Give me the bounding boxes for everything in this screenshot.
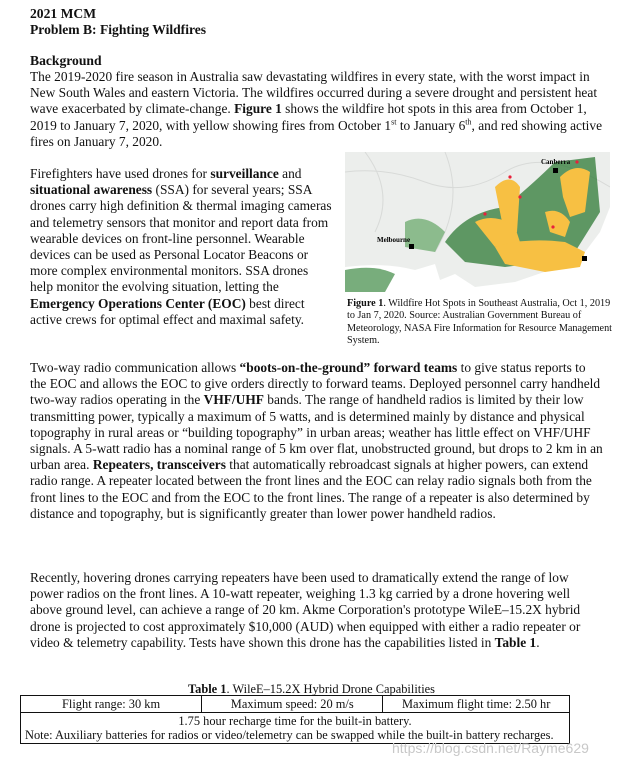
table-ref: Table 1	[494, 634, 537, 650]
capabilities-table	[20, 695, 570, 744]
watermark: https://blog.csdn.net/Rayme629	[392, 740, 589, 756]
table-cell: Maximum flight time: 2.50 hr	[383, 696, 570, 713]
table-title: Table 1. WileE–15.2X Hybrid Drone Capabilities	[188, 682, 435, 696]
table-cell-note: 1.75 hour recharge time for the built-in battery. Note: Auxiliary batteries for radios or video/telemetry can be swapped while the built-in battery recharges.	[21, 713, 570, 744]
section-heading: Background	[30, 53, 102, 68]
table-row	[21, 696, 570, 713]
paragraph-2: Firefighters have used drones for surveillance and situational awareness (SSA) for several years; SSA drones carry high definition & thermal imaging cameras and telemetry sensors that monitor and report data from wearable devices on front-line personnel. Wearable devices can be used as Personal Locator Beacons or more complex environmental monitors. SSA drones help monitor the evolving situation, letting the Emergency Operations Center (EOC) best direct active crews for optimal effect and maximal safety.	[30, 166, 332, 327]
paragraph-4: Recently, hovering drones carrying repeaters have been used to dramatically extend the range of low power radios on the front lines. A 10-watt repeater, weighing 1.3 kg carried by a drone hovering well above ground level, can achieve a range of 20 km. Akme Corporation's prototype WileE–15.2X hybrid drone is projected to cost approximately $10,000 (AUD) when equipped with either a radio repeater or video & telemetry capability. Tests have shown this drone has the capabilities listed in Table 1.	[30, 570, 581, 650]
problem-title: Problem B: Fighting Wildfires	[30, 22, 207, 37]
table-cell: Flight range: 30 km	[21, 696, 202, 713]
figure-caption: Figure 1. Wildfire Hot Spots in Southeast Australia, Oct 1, 2019 to Jan 7, 2020. Source: Australian Government Bureau of Meteorology, NASA Fire Information for Resource Management System.	[347, 298, 612, 347]
wildfire-map-figure	[345, 152, 610, 297]
map-graphic	[345, 152, 610, 297]
table-cell: Maximum speed: 20 m/s	[202, 696, 383, 713]
melbourne-label: Melbourne	[377, 236, 411, 244]
paragraph-1: The 2019-2020 fire season in Australia saw devastating wildfires in every state, with the worst impact in New South Wales and eastern Victoria. The wildfires occurred during a severe drought and persistent heat wave exacerbated by climate-change. Figure 1 shows the wildfire hot spots in this area from October 1, 2019 to January 7, 2020, with yellow showing fires from October 1st to January 6th, and red showing active fires on January 7, 2020.	[30, 69, 603, 149]
figure-ref: Figure 1	[234, 101, 282, 117]
paragraph-3: Two-way radio communication allows “boots-on-the-ground” forward teams to give status reports to the EOC and allows the EOC to give orders directly to forward teams. Deployed personnel carry handheld two-way radios operating in the VHF/UHF bands. The range of handheld radios is limited by their low transmitting power, typically a maximum of 5 watts, and is determined mainly by distance and physical topography in rural areas or “building topography” in urban areas; weather has little effect on VHF/UHF signals. A 5-watt radio has a nominal range of 5 km over flat, unobstructed ground, but drops to 2 km in an urban area. Repeaters, transceivers that automatically rebroadcast signals at higher powers, can extend radio range. A repeater located between the front lines and the EOC can relay radio signals both from the front lines to the EOC and from the EOC to the front lines. The range of a repeater is also determined by distance and topography, but is significantly greater than lower power handheld radios.	[30, 360, 603, 521]
contest-title: 2021 MCM	[30, 6, 97, 21]
table-row	[21, 713, 570, 744]
canberra-label: Canberra	[541, 158, 571, 166]
